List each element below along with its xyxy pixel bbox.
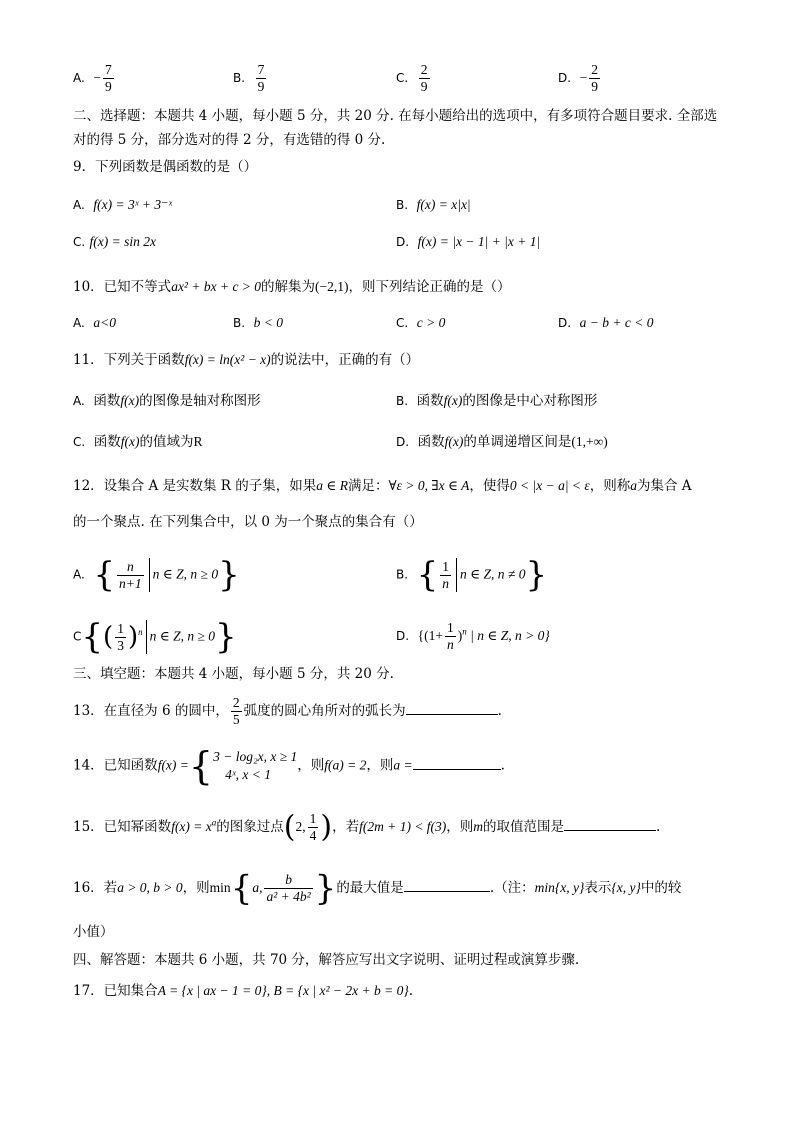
q8-option-a: A. − $\frac{7}{9}$	[73, 62, 112, 94]
q8-option-c: C. $\frac{2}{9}$	[396, 62, 428, 94]
q12-stem-line1: 12．设集合 A 是实数集 R 的子集，如果a ∈ R满足：∀ε > 0, ∃x ∈ A，使得0 < |x − a| < ε，则称a为集合 A	[73, 478, 692, 494]
q9-stem: 9．下列函数是偶函数的是（）	[73, 159, 258, 175]
q8-option-b: B. $\frac{7}{9}$	[233, 62, 265, 94]
q15-stem: 15．已知幂函数$f(x) = x^a$的图象过点(2, $\frac{1}{4}$ )，若f(2m + 1) < f(3)，则m的取值范围是 .	[73, 809, 661, 845]
q8-option-d: D. − $\frac{2}{9}$	[558, 62, 599, 94]
q11-stem: 11．下列关于函数f(x) = ln(x² − x)的说法中，正确的有（）	[73, 352, 420, 368]
q9-option-c: C. f(x) = sin 2x	[73, 234, 156, 249]
q16-stem-line2: 小值）	[73, 924, 114, 940]
section2-heading-line2: 对的得 5 分，部分选对的得 2 分，有选错的得 0 分.	[73, 132, 386, 148]
fraction: $\frac{7}{9}$	[105, 62, 112, 94]
q9-option-a: A. f(x) = 3ˣ + 3⁻ˣ	[73, 197, 173, 212]
section2-heading-line1: 二、选择题：本题共 4 小题，每小题 5 分，共 20 分. 在每小题给出的选项中，有多项符合题目要求. 全部选	[73, 108, 718, 124]
q9-option-b: B. f(x) = x|x|	[396, 197, 471, 212]
q10-option-a: A. a<0	[73, 315, 117, 330]
q12-option-c: C{( $\frac{1}{3}$ )$^n$ n ∈ Z, n ≥ 0}	[73, 617, 237, 657]
answer-blank[interactable]	[564, 816, 656, 831]
q10-option-d: D. a − b + c < 0	[558, 315, 654, 330]
q10-option-b: B. b < 0	[233, 315, 284, 330]
q13-stem: 13．在直径为 6 的圆中， $\frac{2}{5}$ 弧度的圆心角所对的弧长为 .	[73, 695, 502, 727]
q12-option-d: D. {(1+ $\frac{1}{n}$ )$^n$ | n ∈ Z, n > 0}	[396, 620, 550, 652]
q10-stem: 10．已知不等式ax² + bx + c > 0的解集为(−2,1)，则下列结论正确的是（）	[73, 279, 511, 295]
q11-option-c: C. 函数f(x)的值域为R	[73, 434, 203, 450]
section3-heading: 三、填空题：本题共 4 小题，每小题 5 分，共 20 分.	[73, 666, 394, 682]
q11-option-a: A. 函数f(x)的图像是轴对称图形	[73, 393, 261, 409]
q11-option-b: B. 函数f(x)的图像是中心对称图形	[396, 393, 598, 409]
q11-option-d: D. 函数f(x)的单调递增区间是(1,+∞)	[396, 434, 608, 450]
answer-blank[interactable]	[413, 755, 501, 770]
fraction: $\frac{2}{9}$	[420, 62, 428, 94]
q9-option-d: D. f(x) = |x − 1| + |x + 1|	[396, 234, 541, 249]
answer-blank[interactable]	[404, 877, 490, 892]
q10-option-c: C. c > 0	[396, 315, 446, 330]
q17-stem: 17．已知集合A = {x | ax − 1 = 0}, B = {x | x² − 2x + b = 0}.	[73, 983, 414, 999]
q12-stem-line2: 的一个聚点. 在下列集合中，以 0 为一个聚点的集合有（）	[73, 514, 423, 530]
answer-blank[interactable]	[406, 700, 498, 715]
fraction: $\frac{7}{9}$	[257, 62, 265, 94]
section4-heading: 四、解答题：本题共 6 小题，共 70 分，解答应写出文字说明、证明过程或演算步骤.	[73, 952, 580, 968]
q14-stem: 14．已知函数f(x) ={ 3 − log₂x, x ≥ 1 4ˣ, x < 1 ，则f(a) = 2，则a = .	[73, 744, 505, 788]
q16-stem: 16．若a > 0, b > 0，则min{a, $\frac{b}{\text{a² + 4b²}}$ }的最大值是 .（注：min{x, y}表示{x, y}中的较	[73, 868, 682, 909]
fraction: $\frac{2}{9}$	[591, 62, 599, 94]
q12-option-a: A. { $\frac{n}{n+1}$ n ∈ Z, n ≥ 0}	[73, 555, 240, 595]
q12-option-b: B. { $\frac{1}{n}$ n ∈ Z, n ≠ 0}	[396, 555, 548, 595]
